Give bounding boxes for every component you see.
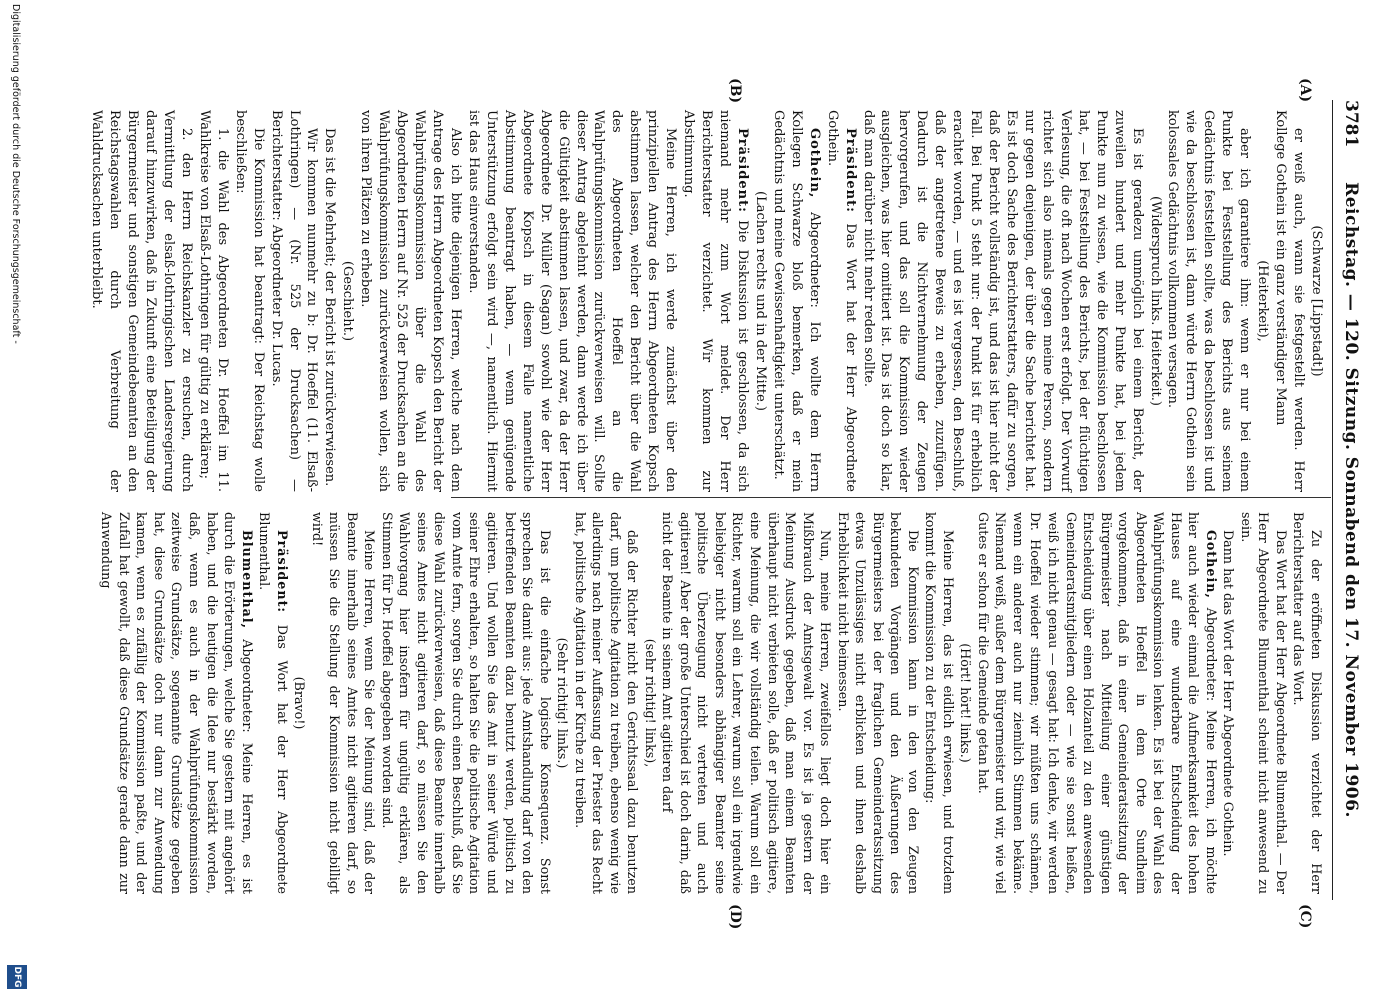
margin-mark-c: (C) bbox=[1297, 904, 1313, 929]
paragraph-text: Wir kommen nunmehr zu b: Dr. Hoeffel (11. Elsaß-Lothringen) — (Nr. 525 der Drucksachen) — Berichterstatter: Abgeordneter Dr. Lucas. bbox=[268, 110, 320, 492]
paragraph bbox=[859, 110, 1146, 492]
paragraph bbox=[1164, 110, 1254, 492]
page-title: Reichstag. — 120. Sitzung. Sonnabend den 17. November 1906. bbox=[1341, 182, 1361, 818]
audience-reaction: (sehr richtig! links), bbox=[642, 638, 658, 768]
audience-reaction: (Schwarze [Lippstadt]) bbox=[1309, 225, 1324, 377]
speaker-name: Präsident: bbox=[842, 128, 858, 213]
paragraph bbox=[1290, 512, 1325, 894]
speaker-name: Präsident: bbox=[735, 128, 750, 213]
audience-reaction: (Bravo!) bbox=[292, 676, 308, 730]
left-text-column bbox=[87, 110, 1325, 492]
header-rule bbox=[1332, 100, 1333, 900]
margin-mark-d: (D) bbox=[727, 904, 743, 930]
paragraph-text: Zu der eröffneten Diskussion verzichtet der Herr Berichterstatter auf das Wort. bbox=[1291, 512, 1324, 894]
paragraph-text: Die Kommission kann in den von den Zeugen bekundeten Vorgängen und den Äußerungen des Bürgermeisters bei der fraglichen Gemeinderatssitzung etwas Unzulässiges nicht erblicken und ihnen deshalb Erheblichkeit nicht beimessen. bbox=[835, 512, 921, 894]
paragraph-text: Das ist die Mehrheit; der Bericht ist zurückverwiesen. bbox=[322, 128, 338, 487]
paragraph bbox=[974, 512, 1219, 894]
paragraph-text: Das Wort hat der Herr Abgeordnete Blumenthal. bbox=[257, 512, 290, 894]
paragraph-text: 2. den Herrn Reichskanzler zu ersuchen, durch Vermittlung der elsaß-lothringischen Landesregierung darauf hinzuwirken, daß in Zukunft eine Beteiligung der Bürgermeister und sonstigen Gemeindebeamten an den Reichstagswahlen durch Verbreitung der Wahldrucksachen unterbleibt. bbox=[89, 110, 194, 492]
paragraph bbox=[1271, 110, 1307, 492]
paragraph-text: Das Wort hat der Herr Abgeordnete Blumenthal. — Der Herr Abgeordnete Blumenthal scheint nicht anwesend zu sein. bbox=[1238, 512, 1289, 894]
paragraph bbox=[87, 110, 195, 492]
paragraph-text: Die Kommission hat beantragt: Der Reichstag wolle beschließen: bbox=[232, 110, 266, 492]
paragraph-text: Meine Herren, das ist eidlich erwiesen, und trotzdem kommt die Kommission zu der Entscheidung: bbox=[923, 512, 956, 894]
column-divider bbox=[451, 497, 1331, 498]
paragraph bbox=[1237, 512, 1290, 894]
paragraph-text: Also ich bitte diejenigen Herren, welche nach dem Antrage des Herrn Abgeordneten Kopsch den Bericht der Wahlprüfungskommission über die Wahl des Abgeordneten Herrn auf Nr. 525 der Drucksachen an die Wahlprüfungskommission zurückverweisen wollen, sich von ihren Plätzen zu erheben. bbox=[358, 110, 463, 492]
audience-reaction: (Heiterkeit), bbox=[1255, 260, 1271, 342]
paragraph-text: Meine Herren, ich werde zunächst über den prinzipiellen Antrag des Herrn Abgeordneten Kopsch abstimmen lassen, welcher den Bericht über die Wahl des Abgeordneten Hoeffel an die Wahlprüfungskommission zurückverweisen will. Sollte dieser Antrag abgelehnt werden, dann werde ich über die Gültigkeit abstimmen lassen, und zwar, da der Herr Abgeordnete Dr. Müller (Sagan) sowohl wie der Herr Abgeordnete Kopsch in diesem Falle namentliche Abstimmung beantragt haben, — wenn genügende Unterstützung erfolgt sein wird —, namentlich. Hiermit ist das Haus einverstanden. bbox=[465, 110, 679, 492]
paragraph-text: aber ich garantiere ihm: wenn er nur bei einem Punkte bei Feststellung des Berichts aus seinem Gedächtnis feststellen sollte, was da beschlossen ist und wie da beschlossen ist, dann würde Herrn Gothein sein kolossales Gedächtnis vollkommen versagen. bbox=[1165, 110, 1253, 492]
paragraph bbox=[659, 512, 834, 894]
audience-reaction: (Hört! hört! links.) bbox=[958, 643, 974, 763]
speaker-name: Gothein, bbox=[1203, 530, 1219, 599]
dfg-logo: DFG bbox=[7, 965, 27, 989]
paragraph bbox=[256, 512, 291, 894]
margin-mark-b: (B) bbox=[727, 78, 743, 104]
paragraph bbox=[679, 110, 751, 492]
paragraph bbox=[321, 110, 339, 492]
paragraph bbox=[356, 110, 464, 492]
speaker-name: Präsident: bbox=[274, 530, 290, 614]
paragraph bbox=[834, 512, 922, 894]
right-text-column bbox=[98, 512, 1325, 894]
audience-reaction: (Lachen rechts und in der Mitte.) bbox=[752, 191, 768, 411]
margin-mark-a: (A) bbox=[1297, 78, 1313, 103]
paragraph-text: Das ist die einfache logische Konsequenz. Sonst sprechen Sie damit aus: jede Amtshandlung darf von den betreffenden Beamten dazu benutzt werden, politisch zu agitieren. Und wollen Sie das Amt in seiner Würde und seiner Ehre erhalten, so halten Sie die politische Agitation vom Amte fern, sorgen Sie durch einen Beschluß, daß Sie diese Wahl zurückverweisen, daß diese Beamte innerhalb seines Amtes nicht agitieren darf, so müssen Sie den Wahlvorgang hier insofern für ungültig erklären, als Stimmen für Dr. Hoeffel abgegeben worden sind. bbox=[379, 512, 553, 894]
page-header bbox=[1335, 100, 1365, 900]
paragraph-text: Es ist geradezu unmöglich bei einem Bericht, der zuweilen hundert und mehr Punkte hat, bei jedem Punkte nun zu wissen, wie die Kommission beschlossen hat, — bei Feststellung des Berichts, bei der flüchtigen Verlesung, die oft nach Wochen erst erfolgt. Der Vorwurf richtet sich also niemals gegen meine Person, sondern nur gegen denjenigen, der über die Sache berichtet hat. Es ist doch Sache des Berichterstatters, dafür zu sorgen, daß der Bericht vollständig ist, und das ist hier nicht der Fall. Bei Punkt 5 steht nur: der Punkt ist für erheblich erachtet worden, — und es ist vergessen, den Beschluß, daß der angetretene Beweis zu erheben, zuzufügen. Dadurch ist die Nichtvernehmung der Zeugen hervorgerufen, und das soll die Kommission wieder ausgleichen, was hier omittiert ist. Das ist doch so klar, daß man darüber nicht mehr reden sollte. bbox=[860, 110, 1145, 492]
paragraph-text: er weiß auch, wann sie festgestellt werden. Herr Kollege Gothein ist ein ganz verständiger Mann bbox=[1273, 110, 1307, 492]
paragraph bbox=[378, 512, 553, 894]
speaker-name: Gothein, bbox=[806, 128, 822, 199]
paragraph-text: Die Diskussion ist geschlossen, da sich niemand mehr zum Wort meldet. Der Herr Berichterstatter verzichtet. Wir kommen zur Abstimmung. bbox=[681, 110, 750, 492]
paragraph-text: Abgeordneter: Meine Herren, ich möchte hier auch wieder einmal die Aufmerksamkeit des hohen Hauses auf eine wunderbare Entscheidung der Wahlprüfungskommission lenken. Es ist bei der Wahl des Abgeordneten Hoeffel in dem Orte Sundheim vorgekommen, daß in einer Gemeinderatssitzung der Bürgermeister nach Mitteilung einer günstigen Entscheidung über einen Holzanteil zu den anwesenden Gemeinderatsmitgliedern oder — wie sie sonst heißen, weiß ich nicht genau — gesagt hat: Ich denke, wir werden Dr. Hoeffel wieder stimmen; wir müßten uns schämen, wenn ein anderer auch nur ziemlich Stimmen bekäme. Niemand weiß, außer dem Bürgermeister und wir, wie viel Gutes er schon für die Gemeinde getan hat. bbox=[975, 512, 1219, 894]
paragraph-text: Dann hat das Wort der Herr Abgeordnete Gothein. bbox=[1221, 530, 1237, 857]
paragraph bbox=[464, 110, 679, 492]
paragraph-text: Das Wort hat der Herr Abgeordnete Gothein. bbox=[824, 110, 858, 493]
speaker-name: Blumenthal, bbox=[239, 530, 255, 630]
audience-reaction: (Sehr richtig! links.) bbox=[555, 637, 571, 769]
paragraph bbox=[571, 512, 641, 894]
paragraph bbox=[922, 512, 957, 894]
paragraph bbox=[98, 512, 256, 894]
paragraph-text: Abgeordneter: Ich wollte dem Herrn Kollegen Schwarze bloß bemerken, daß er mein Gedächtnis und meine Gewissenhaftigkeit unterschätzt. bbox=[770, 110, 822, 492]
page-number: 3781 bbox=[1341, 100, 1361, 148]
paragraph-text: Abgeordneter: Meine Herren, es ist durch die Erörterungen, welche Sie gestern mit angehört haben, und die heutigen die Idee nur bestärkt worden, daß, wenn es auch in der Wahlprüfungskommission zeitweise Grundsätze, sogenannte Grundsätze gegeben hat, diese Grundsätze doch nur dann zur Anwendung kamen, wenn es zufällig der Kommission paßte, und der Zufall hat gewollt, daß diese Grundsätze gerade dann zur Anwendung bbox=[99, 512, 255, 894]
audience-reaction: (Widerspruch links. Heiterkeit.) bbox=[1147, 196, 1163, 406]
paragraph bbox=[1220, 512, 1238, 894]
paragraph bbox=[231, 110, 267, 492]
paragraph bbox=[308, 512, 378, 894]
paragraph-text: daß der Richter nicht den Gerichtssaal dazu benutzen darf, um politische Agitation zu treiben, ebenso wenig wie allerdings nach meiner Auffassung der Priester das Recht hat, politische Agitation in der Kirche zu treiben. bbox=[572, 512, 641, 894]
paragraph-text: Meine Herren, wenn Sie der Meinung sind, daß der Beamte innerhalb seines Amtes nicht agitieren darf, so müssen Sie die Stellung der Kommission nicht gebilligt wird! bbox=[309, 512, 378, 894]
paragraph-text: 1. die Wahl des Abgeordneten Dr. Hoeffel im 11. Wahlkreise von Elsaß-Lothringen für gültig zu erklären; bbox=[196, 110, 230, 492]
paragraph bbox=[195, 110, 231, 492]
audience-reaction: (Geschieht.) bbox=[340, 260, 356, 342]
paragraph-text: Nun, meine Herren, zweifellos liegt doch hier ein Mißbrauch der Amtsgewalt vor. Es ist ja gestern der Meinung Ausdruck gegeben, daß man einem Beamten überhaupt nicht verbieten solle, daß er politisch agitiere, eine Meinung, die wir vollständig teilen. Warum soll ein Richter, warum soll ein Lehrer, warum soll ein irgendwie beliebiger nicht besonders abhängiger Beamter seine politische Überzeugung nicht vertreten und auch agitieren! Aber der große Unterschied ist doch darin, daß nicht der Beamte in seinem Amt agitieren darf bbox=[660, 512, 834, 894]
paragraph bbox=[823, 110, 859, 492]
paragraph bbox=[769, 110, 823, 492]
paragraph bbox=[267, 110, 321, 492]
digitization-credit: Digitalisierung gefördert durch die Deutsche Forschungsgemeinschaft - bbox=[10, 4, 21, 344]
